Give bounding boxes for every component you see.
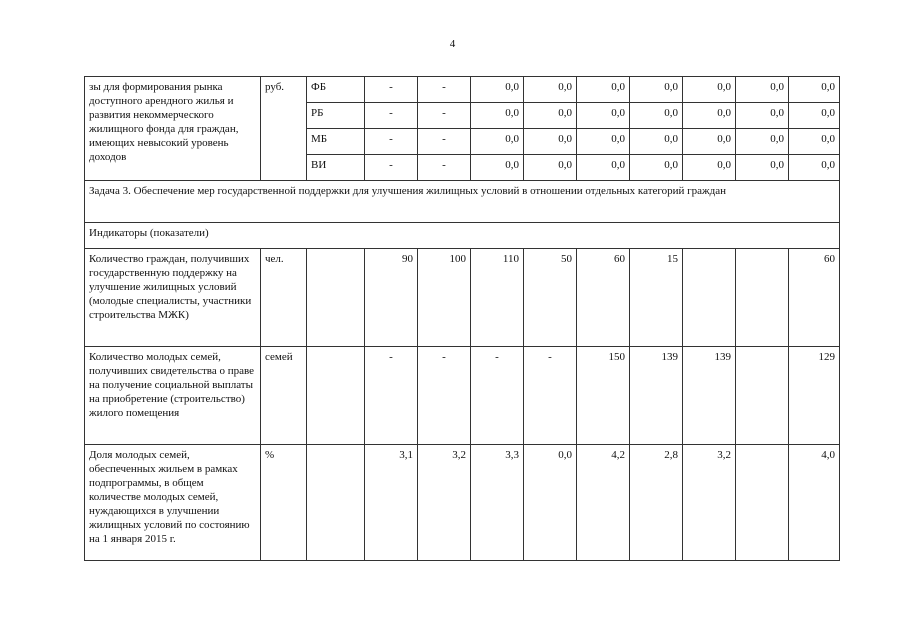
source-cell: МБ <box>307 129 365 155</box>
value-cell: 0,0 <box>789 77 840 103</box>
value-cell: 3,2 <box>418 445 471 561</box>
page-number: 4 <box>449 38 456 50</box>
value-cell: - <box>524 347 577 445</box>
value-cell: 50 <box>524 249 577 347</box>
value-cell: 0,0 <box>577 77 630 103</box>
value-cell: 0,0 <box>630 103 683 129</box>
source-cell: ФБ <box>307 77 365 103</box>
source-cell <box>307 445 365 561</box>
program-table <box>84 76 840 561</box>
value-cell: 0,0 <box>471 103 524 129</box>
indicator-name: Доля молодых семей, обеспеченных жильем в рамках подпрограммы, в общем количестве молодых семей, нуждающихся в улучшении жилищных условий по состоянию на 1 января 2015 г. <box>85 445 261 561</box>
unit-cell: % <box>261 445 307 561</box>
value-cell: - <box>418 347 471 445</box>
value-cell: 0,0 <box>736 129 789 155</box>
value-cell: 0,0 <box>471 155 524 181</box>
value-cell: 3,1 <box>365 445 418 561</box>
value-cell: 0,0 <box>524 445 577 561</box>
value-cell: 4,2 <box>577 445 630 561</box>
value-cell <box>736 249 789 347</box>
value-cell: 0,0 <box>683 155 736 181</box>
value-cell: 2,8 <box>630 445 683 561</box>
value-cell: 0,0 <box>630 129 683 155</box>
value-cell: - <box>418 155 471 181</box>
value-cell: 0,0 <box>683 129 736 155</box>
source-cell: ВИ <box>307 155 365 181</box>
value-cell: 0,0 <box>630 77 683 103</box>
table-row <box>85 347 840 445</box>
value-cell: 3,2 <box>683 445 736 561</box>
value-cell: - <box>365 347 418 445</box>
value-cell: 0,0 <box>577 103 630 129</box>
source-cell <box>307 249 365 347</box>
value-cell: 139 <box>683 347 736 445</box>
value-cell: 139 <box>630 347 683 445</box>
value-cell: 150 <box>577 347 630 445</box>
value-cell: - <box>365 103 418 129</box>
value-cell: 0,0 <box>789 155 840 181</box>
unit-cell: семей <box>261 347 307 445</box>
indicators-heading: Индикаторы (показатели) <box>85 223 840 249</box>
row-name-cell: зы для формирования рынка доступного арендного жилья и развития некоммерческого жилищного фонда для граждан, имеющих невысокий уровень доходов <box>85 77 261 181</box>
value-cell: - <box>418 129 471 155</box>
value-cell: - <box>365 155 418 181</box>
value-cell <box>683 249 736 347</box>
table-row <box>85 445 840 561</box>
value-cell: 0,0 <box>471 77 524 103</box>
value-cell: 0,0 <box>577 155 630 181</box>
value-cell <box>736 347 789 445</box>
value-cell: 0,0 <box>471 129 524 155</box>
source-cell <box>307 347 365 445</box>
table-row <box>85 181 840 223</box>
unit-cell: чел. <box>261 249 307 347</box>
value-cell: - <box>418 103 471 129</box>
value-cell: 0,0 <box>577 129 630 155</box>
indicator-name: Количество молодых семей, получивших свидетельства о праве на получение социальной выплаты на приобретение (строительство) жилого помещения <box>85 347 261 445</box>
value-cell: 100 <box>418 249 471 347</box>
source-cell: РБ <box>307 103 365 129</box>
value-cell: 0,0 <box>683 103 736 129</box>
value-cell: - <box>471 347 524 445</box>
value-cell: 129 <box>789 347 840 445</box>
value-cell: - <box>365 77 418 103</box>
table-row <box>85 223 840 249</box>
value-cell: 0,0 <box>736 77 789 103</box>
value-cell: 0,0 <box>524 129 577 155</box>
value-cell: 0,0 <box>524 103 577 129</box>
value-cell: 0,0 <box>524 77 577 103</box>
value-cell: 60 <box>789 249 840 347</box>
value-cell: 0,0 <box>789 103 840 129</box>
value-cell: 90 <box>365 249 418 347</box>
value-cell: 0,0 <box>630 155 683 181</box>
value-cell: 0,0 <box>524 155 577 181</box>
value-cell: 3,3 <box>471 445 524 561</box>
value-cell: 0,0 <box>736 155 789 181</box>
task-heading: Задача 3. Обеспечение мер государственной поддержки для улучшения жилищных условий в отношении отдельных категорий граждан <box>85 181 840 223</box>
table-row <box>85 77 840 103</box>
value-cell: - <box>418 77 471 103</box>
unit-cell: руб. <box>261 77 307 181</box>
value-cell: 4,0 <box>789 445 840 561</box>
value-cell: 0,0 <box>736 103 789 129</box>
value-cell: 0,0 <box>683 77 736 103</box>
value-cell: 110 <box>471 249 524 347</box>
table-row <box>85 249 840 347</box>
value-cell <box>736 445 789 561</box>
value-cell: 60 <box>577 249 630 347</box>
indicator-name: Количество граждан, получивших государственную поддержку на улучшение жилищных условий (молодые специалисты, участники строительства МЖК) <box>85 249 261 347</box>
value-cell: - <box>365 129 418 155</box>
value-cell: 15 <box>630 249 683 347</box>
value-cell: 0,0 <box>789 129 840 155</box>
